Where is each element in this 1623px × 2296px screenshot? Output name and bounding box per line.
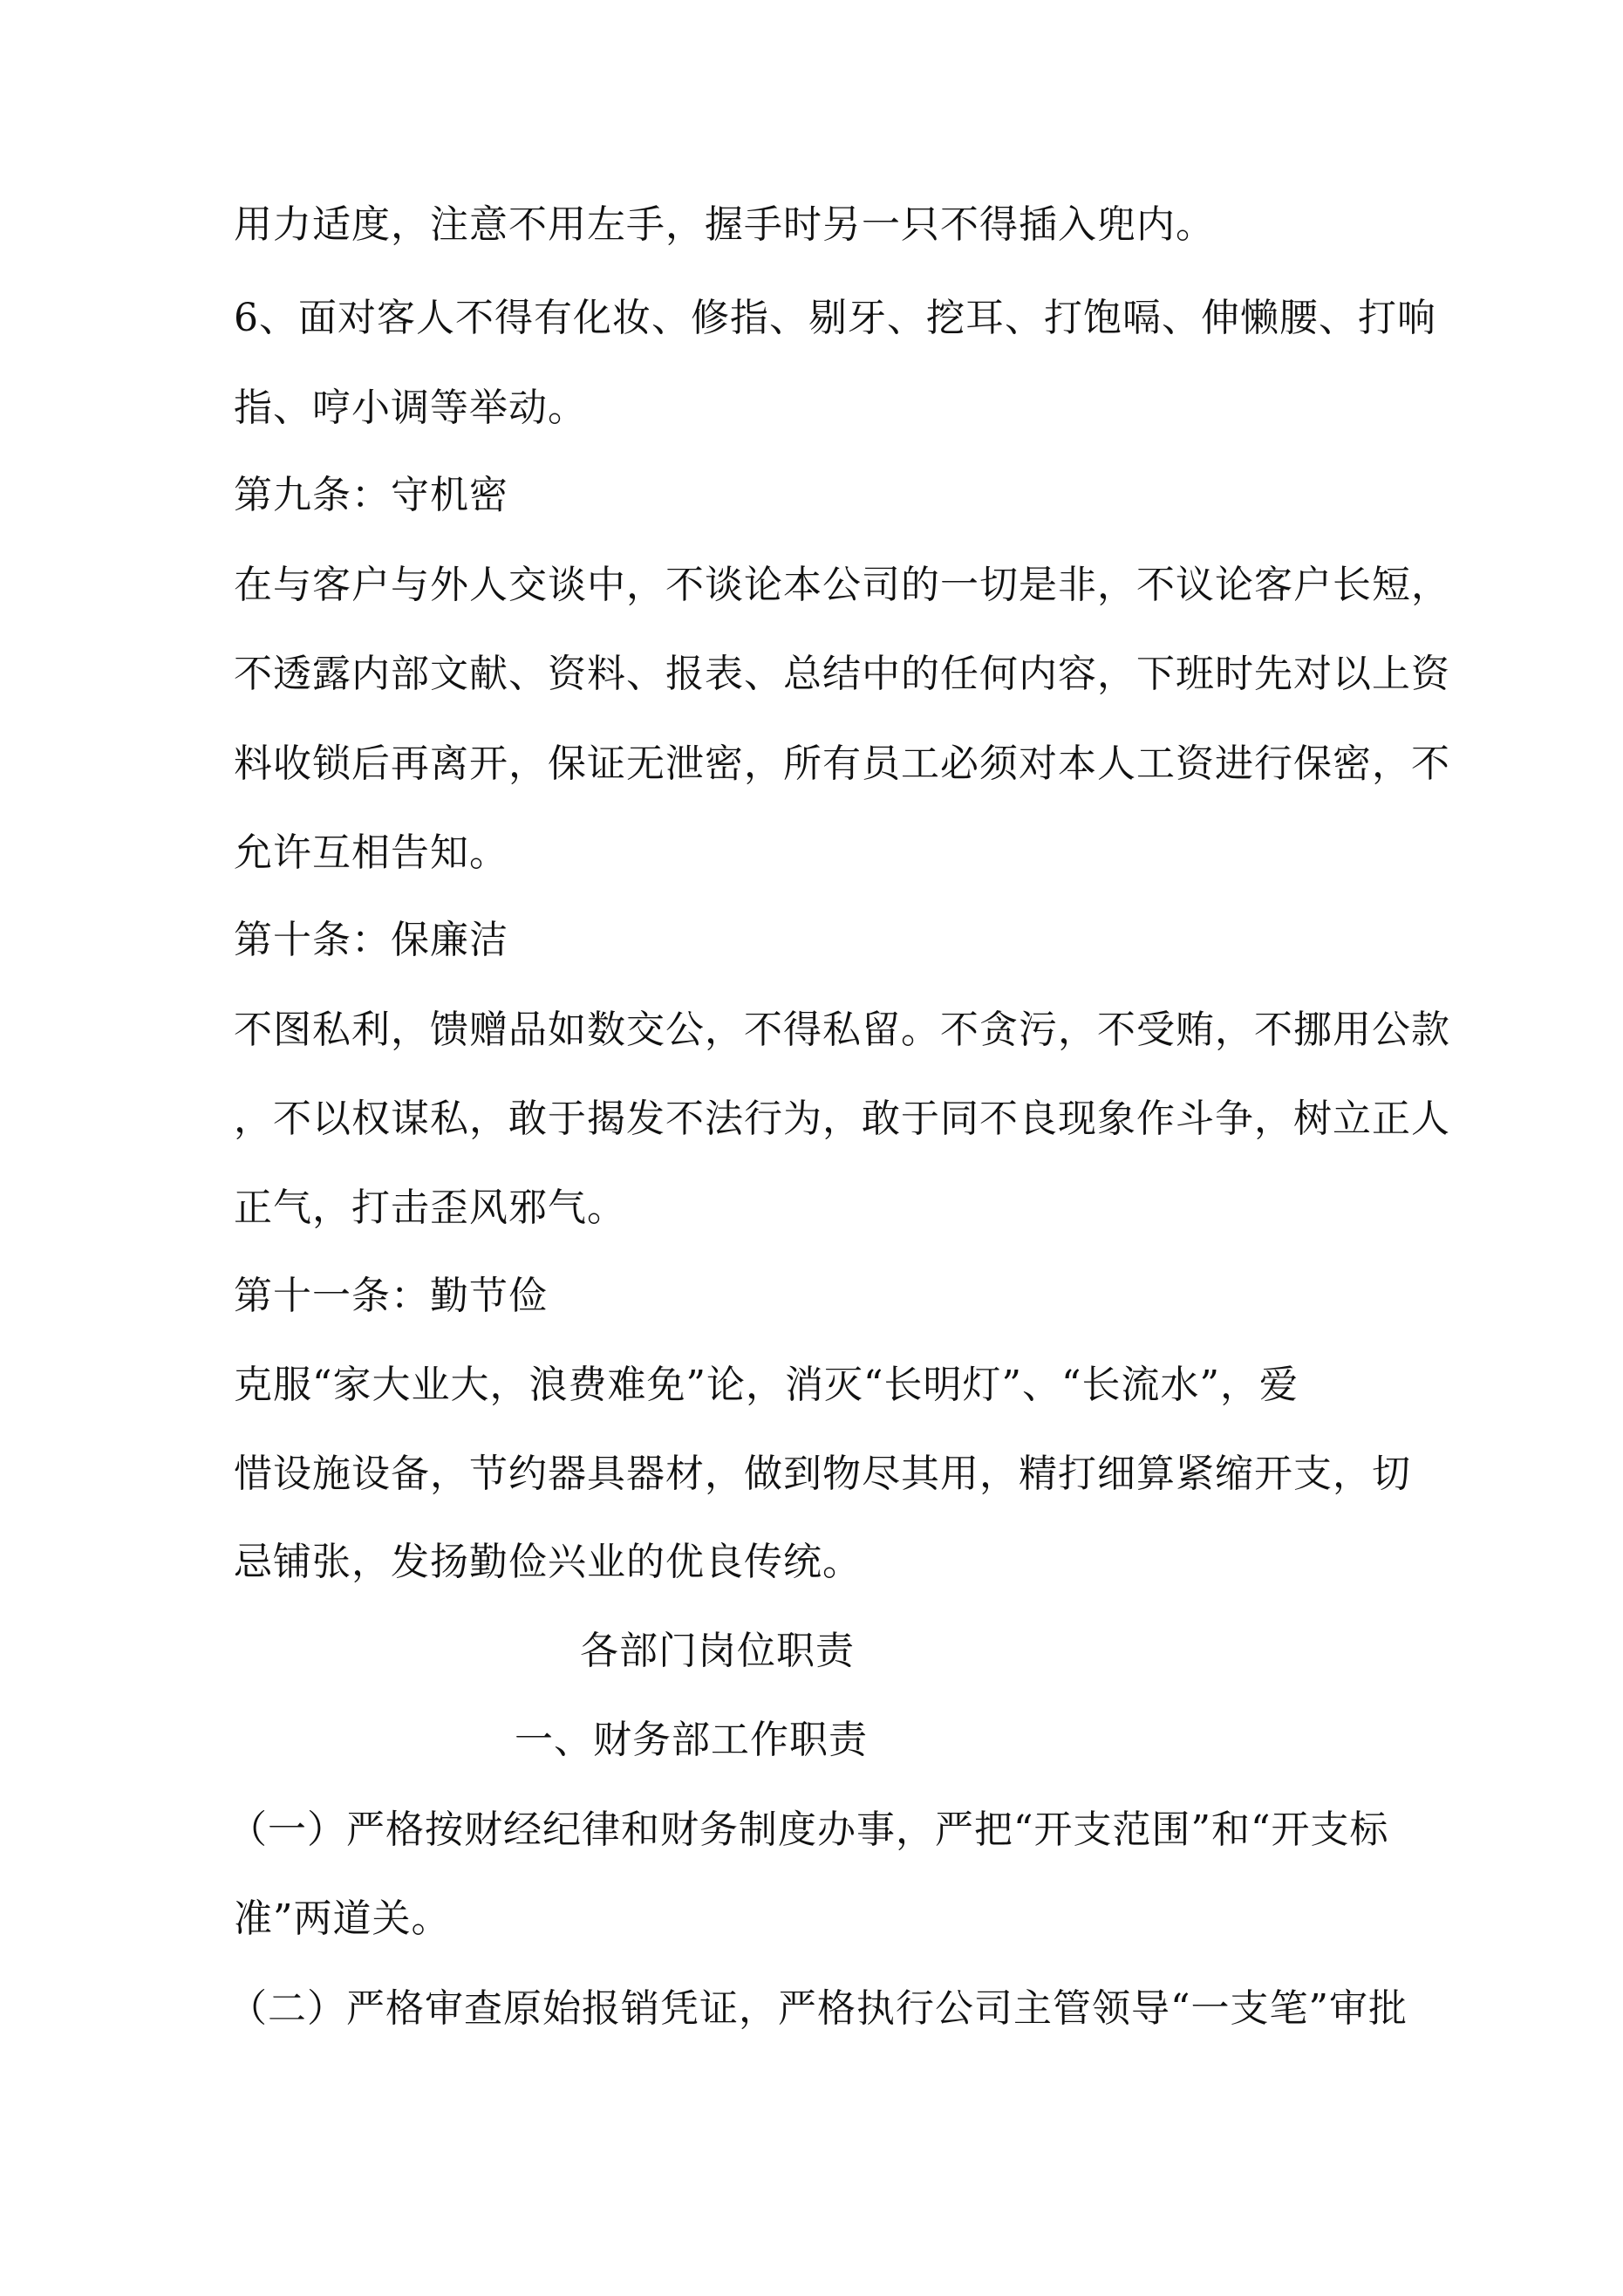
- section-title: 各部门岗位职责: [580, 1629, 855, 1673]
- text-line: 料收锁后再离开，保证无泄密，所有员工必须对本人工资进行保密，不: [234, 741, 1450, 786]
- text-line: 用力适度，注意不用左手，握手时另一只不得插入兜内。: [234, 202, 1215, 247]
- text-line: 允许互相告知。: [234, 830, 508, 875]
- text-line: ，不以权谋私，敢于揭发不法行为，敢于同不良现象作斗争，树立正人: [234, 1097, 1450, 1141]
- duty-line: （一）严格按财经纪律和财务制度办事，严把“开支范围”和“开支标: [228, 1807, 1389, 1852]
- text-line: 克服“家大业大，浪费难免”论，消灭“长明灯”、“长流水”，爱: [234, 1363, 1299, 1407]
- text-line: 不透露内部文献、资料、报表、总结中的任何内容，下班时先对以上资: [234, 652, 1450, 696]
- text-line: 在与客户与外人交谈中，不谈论本公司的一切是非，不议论客户长短，: [234, 563, 1450, 607]
- text-line: 正气，打击歪风邪气。: [234, 1186, 626, 1230]
- text-line: 6、面对客人不得有化妆、修指、剔牙、挖耳、打饱嗝、伸懒腰、打响: [234, 296, 1436, 340]
- article-heading: 第十条：保廉洁: [234, 918, 508, 962]
- text-line: 指、哼小调等举动。: [234, 386, 587, 430]
- duty-line: 准”两道关。: [234, 1896, 451, 1941]
- text-line: 惜设施设备，节约器具器材，做到物尽其用，精打细算紧缩开支，切: [234, 1452, 1411, 1496]
- text-line: 不图私利，馈赠品如数交公，不得私留。不贪污，不受贿，不挪用公款: [234, 1008, 1450, 1052]
- duty-line: （二）严格审查原始报销凭证，严格执行公司主管领导“一支笔”审批: [228, 1986, 1408, 2031]
- article-heading: 第十一条：勤节俭: [234, 1274, 548, 1318]
- subsection-title: 一、财务部工作职责: [515, 1718, 868, 1762]
- article-heading: 第九条：守机密: [234, 473, 508, 517]
- text-line: 忌铺张，发扬勤俭兴业的优良传统。: [234, 1540, 862, 1584]
